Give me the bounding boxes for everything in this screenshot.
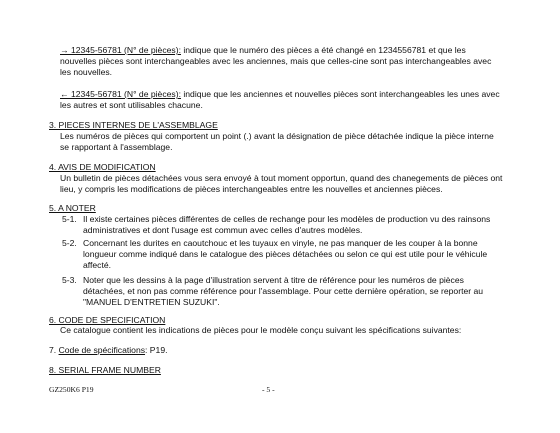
note-text: Noter que les dessins à la page d'illustration servent à titre de référence pour les numéros de pièces détachées, et non pas comme référence pour l'assemblage. Pour cette dernière opération, se reporter au "MANUEL D'ENTRETIEN SUZUKI".: [83, 275, 484, 307]
note-text: indique que le numéro des pièces a été changé en 1234556781 et que les: [180, 45, 466, 55]
section-heading: 4. AVIS DE MODIFICATION: [49, 162, 156, 172]
note-text: les autres et sont utilisables chacune.: [60, 100, 203, 110]
note-number: 5-1.: [62, 214, 77, 224]
note-number: 5-3.: [62, 275, 77, 285]
spec-code-label: Code de spécifications: [58, 345, 146, 355]
footer-model-code: GZ250K6 P19: [49, 385, 94, 394]
note-number: 5-2.: [62, 238, 77, 248]
section-heading: 3. PIECES INTERNES DE L'ASSEMBLAGE: [49, 120, 218, 130]
interchange-note-backward: [60, 89, 500, 111]
note-text: les nouvelles.: [60, 67, 113, 77]
section-body: Les numéros de pièces qui comportent un point (.) avant la désignation de pièce détachée indique la pièce interne se rapportant à l'assemblage.: [60, 131, 494, 152]
section-heading: 6. CODE DE SPECIFICATION: [49, 315, 166, 325]
note-text: indique que les anciennes et nouvelles pièces sont interchangeables les unes avec: [180, 89, 500, 99]
section-heading: 8. SERIAL FRAME NUMBER: [49, 365, 161, 375]
section-body: Ce catalogue contient les indications de pièces pour le modèle conçu suivant les spécifications suivantes:: [60, 325, 462, 335]
spec-code-value: : P19.: [145, 345, 168, 355]
part-number-ref: → 12345-56781 (N° de pièces):: [60, 45, 181, 55]
part-number-ref: ← 12345-56781 (N° de pièces):: [60, 89, 181, 99]
note-text: Il existe certaines pièces différentes de celles de rechange pour les modèles de production vu des rainsons administratives et dont l'usage est commun avec celles d'autres modèles.: [83, 214, 491, 235]
note-text: nouvelles pièces sont interchangeables avec les anciennes, mais que celles-cine sont pas interchangeables avec: [60, 56, 492, 66]
section-heading: 7. Code de spécifications: P19.: [49, 345, 168, 355]
note-text: Concernant les durites en caoutchouc et les tuyaux en vinyle, ne pas manquer de les couper à la bonne longueur comme indiqué dans le catalogue des pièces détachées ou selon ce qui est utile pour le véhicule affecté.: [83, 238, 488, 270]
section-body: Un bulletin de pièces détachées vous sera envoyé à tout moment opportun, quand des chanegements de pièces ont lieu, y compris les modifications de pièces interchangeables entre les nouvelles et anciennes pièces.: [60, 173, 503, 194]
interchange-note-forward: [60, 45, 500, 78]
page-number: - 5 -: [262, 385, 275, 394]
section-heading: 5. A NOTER: [49, 203, 96, 213]
